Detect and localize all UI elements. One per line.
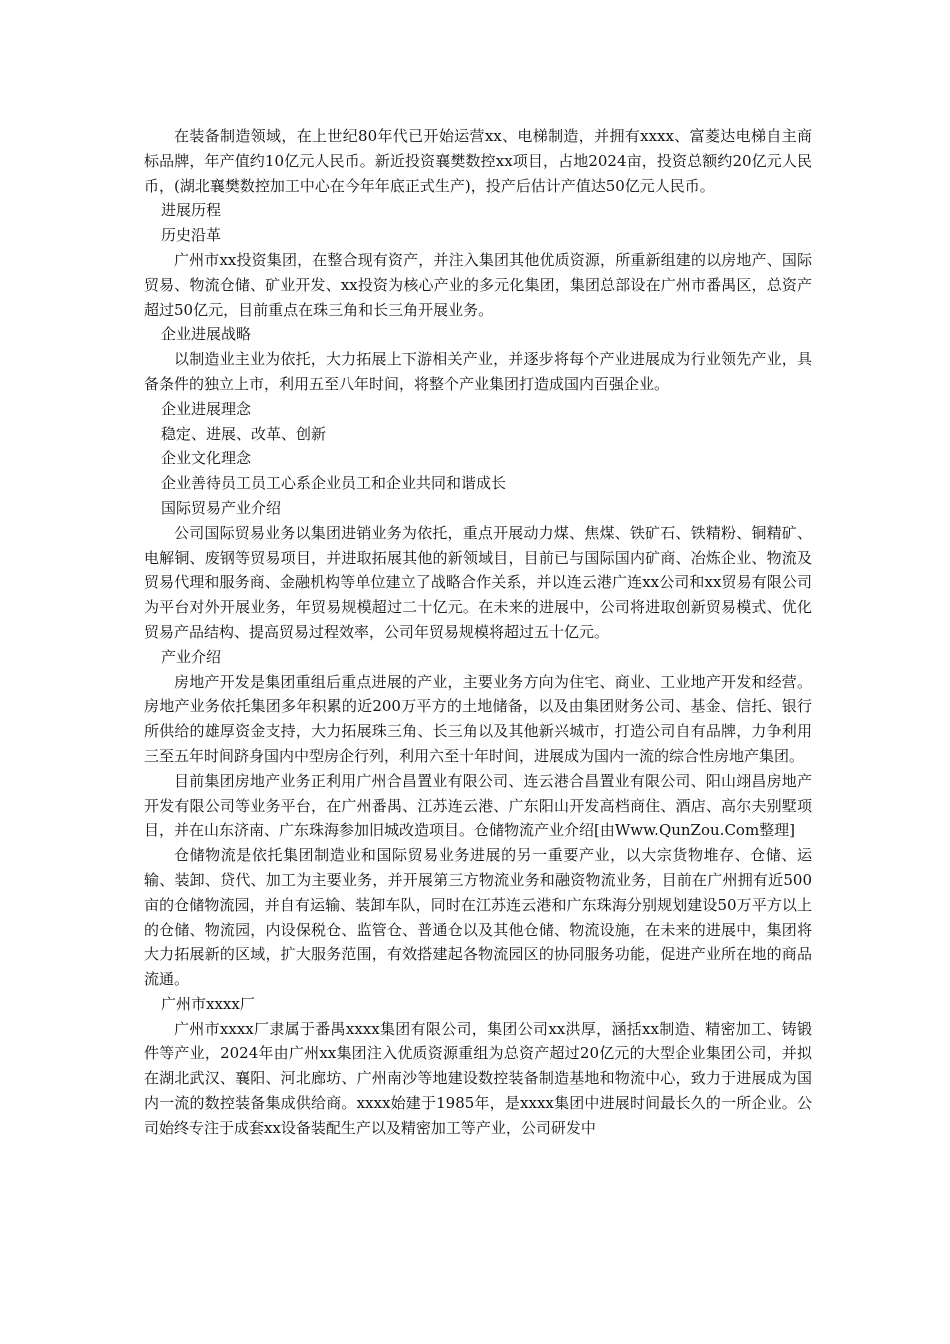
heading-development-philosophy: 企业进展理念: [161, 399, 252, 418]
document-page: [144, 124, 812, 1141]
text-development-philosophy: 稳定、进展、改革、创新: [161, 424, 327, 443]
heading-industry-intro: 产业介绍: [161, 647, 222, 666]
paragraph-real-estate-platforms: 目前集团房地产业务正利用广州合昌置业有限公司、连云港合昌置业有限公司、阳山翊昌房地产开发有限公司等业务平台，在广州番禺、江苏连云港、广东阳山开发高档商住、酒店、高尔夫别墅项目，并在山东济南、广东珠海参加旧城改造项目。仓储物流产业介绍[由Www.QunZou.Com整理]: [144, 771, 812, 840]
text-culture-philosophy: 企业善待员工员工心系企业员工和企业共同和谐成长: [161, 474, 507, 493]
paragraph-international-trade: 公司国际贸易业务以集团进销业务为依托，重点开展动力煤、焦煤、铁矿石、铁精粉、铜精矿、电解铜、废钢等贸易项目，并进取拓展其他的新领域目，目前已与国际国内矿商、冶炼企业、物流及贸易代理和服务商、金融机构等单位建立了战略合作关系，并以连云港广连xx公司和xx贸易有限公司为平台对外开展业务，年贸易规模超过二十亿元。在未来的进展中，公司将进取创新贸易模式、优化贸易产品结构、提高贸易过程效率，公司年贸易规模将超过五十亿元。: [144, 523, 812, 641]
paragraph-development-strategy: 以制造业主业为依托，大力拓展上下游相关产业，并逐步将每个产业进展成为行业领先产业，具备条件的独立上市，利用五至八年时间，将整个产业集团打造成国内百强企业。: [144, 350, 812, 393]
paragraph-equipment-manufacturing: 在装备制造领域，在上世纪80年代已开始运营xx、电梯制造，并拥有xxxx、富菱达电梯自主商标品牌，年产值约10亿元人民币。新近投资襄樊数控xx项目，占地2024亩，投资总额约20亿元人民币，(湖北襄樊数控加工中心在今年年底正式生产)，投产后估计产值达50亿元人民币。: [144, 127, 812, 195]
heading-guangzhou-factory: 广州市xxxx厂: [161, 994, 255, 1013]
heading-international-trade: 国际贸易产业介绍: [161, 498, 282, 517]
paragraph-group-overview: 广州市xx投资集团，在整合现有资产，并注入集团其他优质资源，所重新组建的以房地产、国际贸易、物流仓储、矿业开发、xx投资为核心产业的多元化集团，集团总部设在广州市番禺区，总资产超过50亿元，目前重点在珠三角和长三角开展业务。: [144, 250, 812, 319]
heading-culture-philosophy: 企业文化理念: [161, 449, 252, 468]
paragraph-logistics: 仓储物流是依托集团制造业和国际贸易业务进展的另一重要产业，以大宗货物堆存、仓储、运输、装卸、贷代、加工为主要业务，并开展第三方物流业务和融资物流业务，目前在广州拥有近500亩的仓储物流园，并自有运输、装卸车队，同时在江苏连云港和广东珠海分别规划建设50万平方以上的仓储、物流园，内设保税仓、监管仓、普通仓以及其他仓储、物流设施，在未来的进展中，集团将大力拓展新的区域，扩大服务范围，有效搭建起各物流园区的协同服务功能，促进产业所在地的商品流通。: [144, 846, 812, 989]
heading-development-history: 进展历程: [161, 201, 222, 220]
heading-development-strategy: 企业进展战略: [161, 325, 252, 344]
paragraph-real-estate: 房地产开发是集团重组后重点进展的产业，主要业务方向为住宅、商业、工业地产开发和经营。房地产业务依托集团多年积累的近200万平方的土地储备，以及由集团财务公司、基金、信托、银行所供给的雄厚资金支持，大力拓展珠三角、长三角以及其他新兴城市，打造公司自有品牌，力争利用三至五年时间跻身国内中型房企行列，利用六至十年时间，进展成为国内一流的综合性房地产集团。: [144, 672, 812, 765]
heading-historical-evolution: 历史沿革: [161, 226, 222, 245]
paragraph-guangzhou-factory: 广州市xxxx厂隶属于番禺xxxx集团有限公司，集团公司xx洪厚，涵括xx制造、精密加工、铸锻件等产业，2024年由广州xx集团注入优质资源重组为总资产超过20亿元的大型企业集团公司，并拟在湖北武汉、襄阳、河北廊坊、广州南沙等地建设数控装备制造基地和物流中心，致力于进展成为国内一流的数控装备集成供给商。xxxx始建于1985年，是xxxx集团中进展时间最长久的一所企业。公司始终专注于成套xx设备装配生产以及精密加工等产业，公司研发中: [144, 1019, 812, 1137]
